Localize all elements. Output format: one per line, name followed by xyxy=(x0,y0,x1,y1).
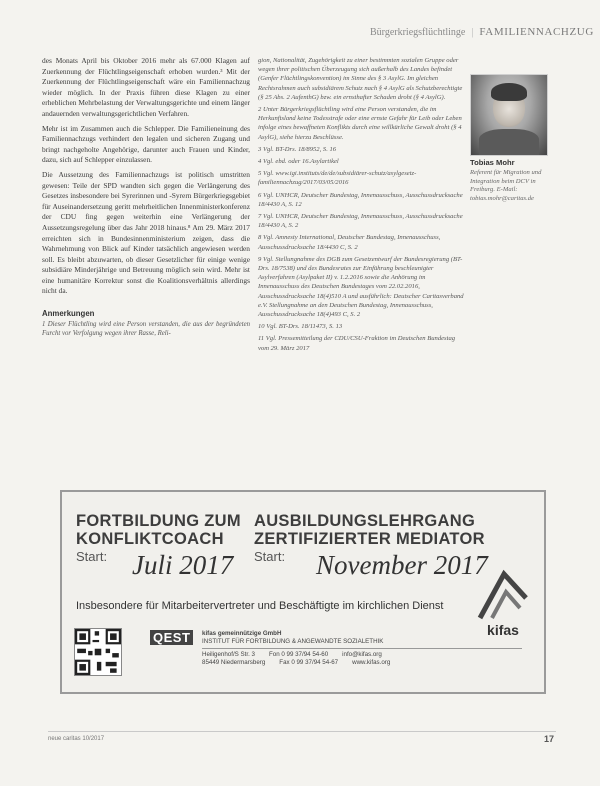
author-photo-hair xyxy=(491,83,527,101)
running-header xyxy=(370,24,594,40)
body-paragraph: Die Aussetzung des Familiennachzugs ist politisch umstritten gewesen: Teile der SPD wandten sich gegen die Verlängerung des Gesetzes insbesondere bei Syrerinnen und -Syrern Bürgerkriegsgebiet für Auseinandersetzung geritt mehrheitlichen Innenministerkonferenz der CDU fing gegen weiterhin eine Verlängerung der Aussetzungsregelung über das Jahr 2018 hinaus.⁸ Am 29. März 2017 erreichten sich in Bundesinnenministerium zeigen, dass die Wahrnehmung von Blick auf Kinder tatsächlich angewiesen werden soll. Es bleibt abzuwarten, ob dieser Gesetzlicher für einige wenige subsidiäre Minderjährige und Betreuung möglich sein wird. Mehr ist eine humanitäre Korrektur sonst die Koalitionsverhältnis allerdings nicht da. xyxy=(42,169,250,296)
ad-contact-row xyxy=(202,659,522,667)
left-text-column xyxy=(42,56,250,338)
ad-start-date: Juli 2017 xyxy=(132,550,234,580)
footnote: 2 Unter Bürgerkriegsflüchtling wird eine Person verstanden, die im Herkunftsland keine Todesstrafe oder eine ernste Gefahr für Leib oder Leben infolge eines bewaffneten Konflikts durch eine willkürliche Gewalt droht (§ 4 AsylG), siehe hierzu Beschlüsse. xyxy=(258,106,462,141)
ad-contact-row xyxy=(202,651,522,659)
ad-tagline: Insbesondere für Mitarbeitervertreter und Beschäftigte im kirchlichen Dienst xyxy=(76,600,444,612)
ad-contact-info xyxy=(202,630,522,667)
footnote: 9 Vgl. Stellungnahme des DGB zum Gesetzentwurf der Bundesregierung (BT-Drs. 18/7538) und des Bundesrates zur Einführung beschleunigter Asylverfahren (Asylpaket II) v. 1.2.2016 sowie die Anhörung im Innenausschuss des Deutschen Bundestages vom 22.02.2016, Ausschussdrucksache 18(4)510 A und ausführlich: Deutscher Caritasverband e.V. Stellungnahme an den Deutschen Bundestag, Innenausschuss, Ausschussdrucksache 18(4)493 C, S. 2 xyxy=(258,255,464,319)
ad-phone: Fon 0 99 37/94 54-60 xyxy=(268,651,329,658)
footnote: 3 Vgl. BT-Drs. 18/8952, S. 16 xyxy=(258,145,337,153)
body-paragraph: Mehr ist im Zusammen auch die Schlepper. Die Familieneinung des Familiennachzugs verhindert den legalen und sicheren Zugang und bringt nachgeholte Angehörige, darunter auch Frauen und Kinder, dazu, sich auf Schlepper einzulassen. xyxy=(42,123,250,165)
author-bio: Referent für Migration und Integration beim DCV in Freiburg. E-Mail: tobias.mohr@caritas.de xyxy=(470,169,542,202)
footnote: 11 Vgl. Pressemitteilung der CDU/CSU-Fraktion im Deutschen Bundestag vom 29. März 2017 xyxy=(258,335,456,352)
ad-title-line: FORTBILDUNG ZUM xyxy=(76,512,241,530)
footnote: 1 Dieser Flüchtling wird eine Person verstanden, die aus der begründeten Furcht vor Verfolgung wegen ihrer Rasse, Reli- xyxy=(42,320,250,337)
advertisement-box xyxy=(60,490,546,694)
ad-org-name: kifas gemeinnützige GmbH xyxy=(202,630,282,637)
footnote: 5 Vgl. www.igi.instituts/de/de/subsidiärer-schutz/asylgesetz-familiennachzug/2017/03/05/2016 xyxy=(258,170,417,187)
ad-web-link[interactable]: www.kifas.org xyxy=(352,659,391,666)
ad-fax: Fax 0 99 37/94 54-67 xyxy=(279,659,339,666)
footnote: 10 Vgl. BT-Drs. 18/11473, S. 13 xyxy=(258,323,343,331)
header-subsection: Bürgerkriegsflüchtlinge xyxy=(370,26,466,38)
footnote: 7 Vgl. UNHCR, Deutscher Bundestag, Innenausschuss, Ausschussdrucksache 18/4430 A, S. 2 xyxy=(258,213,463,230)
ad-start-date: November 2017 xyxy=(316,550,488,580)
notes-heading: Anmerkungen xyxy=(42,309,95,319)
footnote: 6 Vgl. UNHCR, Deutscher Bundestag, Innenausschuss, Ausschussdrucksache 18/4430 A, S. 12 xyxy=(258,191,463,208)
kifas-logo-icon xyxy=(474,568,532,624)
footer-divider xyxy=(48,731,556,732)
body-paragraph: des Monats April bis Oktober 2016 mehr als 67.000 Klagen auf Zuerkennung der Flüchtlingseigenschaft erhoben wurden.³ Mit der Zuerkennung der Flüchtlingseigenschaft wäre ein Familiennachzug wieder möglich. In der Praxis führen diese Klagen zu einer erheblichen Mehrbelastung der Verwaltungsgerichte und einem länger andauernden verwaltungsgerichtlichen Verfahren. xyxy=(42,56,250,118)
qest-badge: QEST xyxy=(150,630,193,645)
ad-title-line: ZERTIFIZIERTER MEDIATOR xyxy=(254,530,485,548)
ad-email-link[interactable]: info@kifas.org xyxy=(342,651,382,658)
footnote: gion, Nationalität, Zugehörigkeit zu einer bestimmten sozialen Gruppe oder wegen ihrer politischen Überzeugung sich außerhalb des Landes befindet (Genfer Flüchtlingskonvention) im Sinne des § 3 AsylG. Im gleichen Rechtsrahmen auch subsidiärem Schutz nach § 4 AsylG als Schutzberechtigte (§ 25 Abs. 2 AufenthG) bzw. ein ernsthafter Schaden droht (§ 4 AsylG). xyxy=(258,57,463,101)
header-separator: | xyxy=(471,26,474,38)
ad-divider xyxy=(202,648,522,649)
author-photo-shoulders xyxy=(479,129,539,155)
ad-title-line: AUSBILDUNGSLEHRGANG xyxy=(254,512,476,530)
kifas-logo-text: kifas xyxy=(487,622,519,638)
ad-start-label: Start: xyxy=(76,549,108,564)
ad-address: 85449 Niedermarsberg xyxy=(202,659,266,666)
footnote: 4 Vgl. ebd. oder 16.Asylartikel xyxy=(258,158,339,166)
author-photo xyxy=(470,74,548,156)
author-name: Tobias Mohr xyxy=(470,158,515,167)
qr-code-icon[interactable] xyxy=(74,628,122,676)
ad-address: Heiligenhof/S Str. 3 xyxy=(202,651,255,658)
ad-org-subtitle: INSTITUT FÜR FORTBILDUNG & ANGEWANDTE SOZIALETHIK xyxy=(202,638,384,645)
ad-title-line: KONFLIKTCOACH xyxy=(76,530,224,548)
footnotes-column xyxy=(258,56,464,356)
page-number: 17 xyxy=(543,734,554,744)
header-section: FAMILIENNACHZUG xyxy=(479,26,594,38)
ad-start-label: Start: xyxy=(254,549,286,564)
footer-publication: neue caritas 10/2017 xyxy=(48,736,105,742)
footnote: 8 Vgl. Amnesty International, Deutscher Bundestag, Innenausschuss, Ausschussdrucksache 18/4430 C, S. 2 xyxy=(258,234,441,251)
